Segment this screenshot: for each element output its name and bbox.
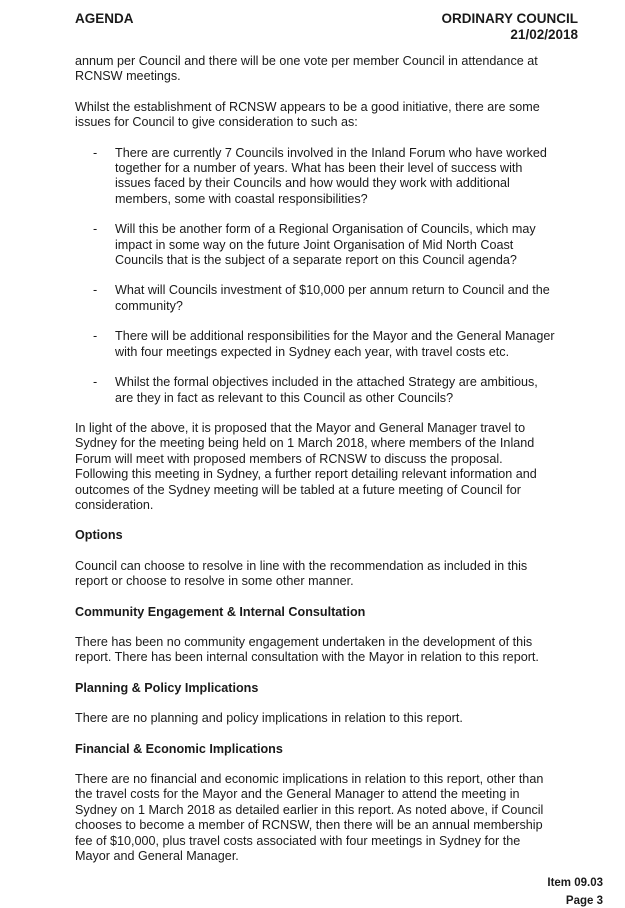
- header-meeting-date: 21/02/2018: [510, 27, 578, 42]
- list-item-text: There are currently 7 Councils involved in the Inland Forum who have worked together for a number of years. What has been their level of success with issues faced by their Councils and how would they work with additional members, some with coastal responsibilities?: [115, 145, 547, 206]
- section-text-options: Council can choose to resolve in line with the recommendation as included in this report or choose to resolve in some other manner.: [75, 558, 528, 589]
- section-heading-planning-policy: Planning & Policy Implications: [75, 680, 259, 695]
- header-meeting-title: ORDINARY COUNCIL: [441, 11, 578, 26]
- section-heading-community-engagement: Community Engagement & Internal Consultation: [75, 604, 366, 619]
- footer-item-number: Item 09.03: [547, 877, 603, 889]
- header-meeting: [441, 11, 578, 43]
- list-item: [75, 146, 555, 208]
- section-heading-financial-economic: Financial & Economic Implications: [75, 741, 283, 756]
- intro-paragraph-2: Whilst the establishment of RCNSW appears to be a good initiative, there are some issues for Council to give consideration to such as:: [75, 99, 540, 130]
- bullet-dash: -: [93, 329, 98, 344]
- section-text-planning-policy: There are no planning and policy implications in relation to this report.: [75, 711, 463, 726]
- list-item: [75, 222, 555, 268]
- list-item-text: Whilst the formal objectives included in the attached Strategy are ambitious, are they in fact as relevant to this Council as other Councils?: [115, 375, 538, 405]
- proposal-paragraph: In light of the above, it is proposed that the Mayor and General Manager travel to Sydney for the meeting being held on 1 March 2018, where members of the Inland Forum will meet with proposed members of RCNSW to discuss the proposal. Following this meeting in Sydney, a further report detailing relevant information and outcomes of the Sydney meeting will be tabled at a future meeting of Council for consideration.: [75, 420, 537, 512]
- section-text-financial-economic: There are no financial and economic implications in relation to this report, other than the travel costs for the Mayor and the General Manager to attend the meeting in Sydney on 1 March 2018 as detailed earlier in this report. As noted above, if Council chooses to become a member of RCNSW, then there will be an annual membership fee of $10,000, plus travel costs associated with four meetings in Sydney for the Mayor and General Manager.: [75, 772, 544, 864]
- footer-page-number: Page 3: [565, 895, 603, 907]
- issues-list: [75, 146, 555, 406]
- list-item-text: Will this be another form of a Regional Organisation of Councils, which may impact in some way on the future Joint Organisation of Mid North Coast Councils that is the subject of a separate report on this Council agenda?: [115, 222, 536, 268]
- list-item: [75, 375, 555, 406]
- section-text-community-engagement: There has been no community engagement undertaken in the development of this report. There has been internal consultation with the Mayor in relation to this report.: [75, 634, 539, 665]
- header-agenda: AGENDA: [75, 11, 134, 26]
- list-item: [75, 283, 555, 314]
- bullet-dash: -: [93, 145, 98, 160]
- bullet-dash: -: [93, 283, 98, 298]
- bullet-dash: -: [93, 375, 98, 390]
- report-body: [75, 54, 555, 864]
- bullet-dash: -: [93, 222, 98, 237]
- list-item: [75, 329, 555, 360]
- list-item-text: What will Councils investment of $10,000 per annum return to Council and the community?: [115, 283, 550, 313]
- intro-paragraph-1: annum per Council and there will be one vote per member Council in attendance at RCNSW meetings.: [75, 54, 538, 84]
- section-heading-options: Options: [75, 528, 123, 543]
- list-item-text: There will be additional responsibilities for the Mayor and the General Manager with four meetings expected in Sydney each year, with travel costs etc.: [115, 329, 555, 359]
